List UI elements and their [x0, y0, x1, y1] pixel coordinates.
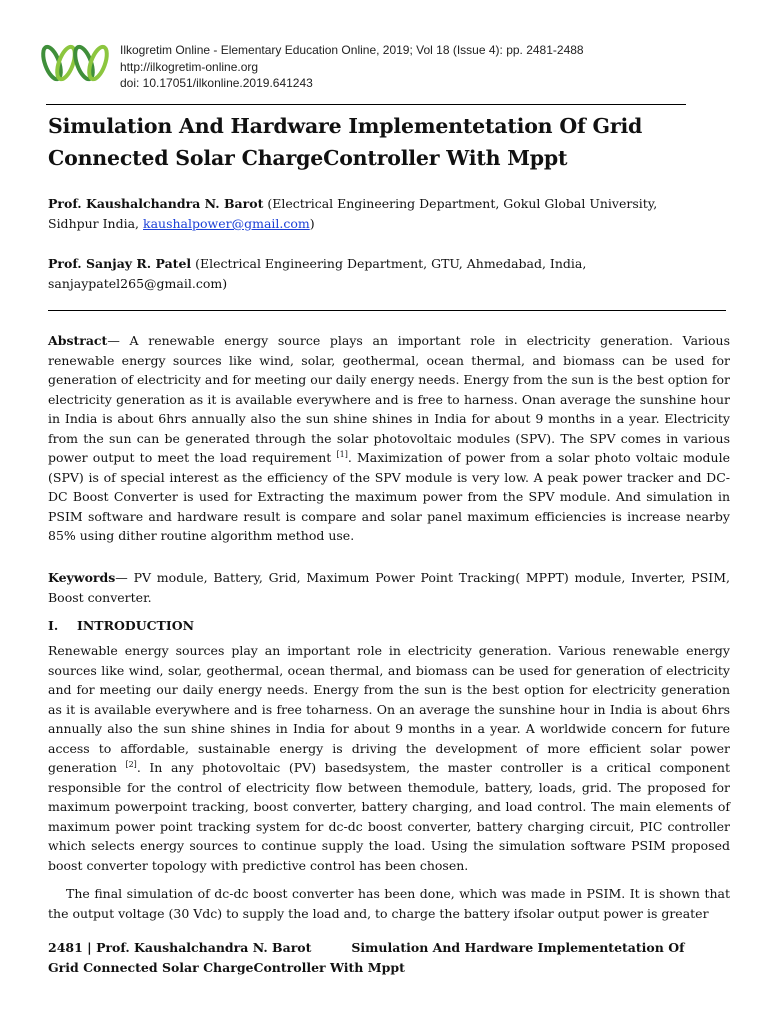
- author-email: sanjaypatel265@gmail.com): [48, 276, 228, 291]
- author-name: Prof. Sanjay R. Patel: [48, 256, 192, 271]
- section-number: I.: [48, 618, 59, 633]
- intro-paragraph-2: The final simulation of dc-dc boost converter has been done, which was made in PSIM. It is shown that the output voltage (30 Vdc) to supply the load and, to charge the battery ifsolar output power is greater: [48, 886, 730, 921]
- keywords-text: — PV module, Battery, Grid, Maximum Power Point Tracking( MPPT) module, Inverter, PSIM, Boost converter.: [48, 570, 730, 605]
- keywords-label: Keywords: [48, 570, 116, 585]
- author-email-link[interactable]: kaushalpower@gmail.com: [143, 216, 310, 231]
- abstract-paragraph: [48, 331, 730, 546]
- intro-paragraph-1: [48, 641, 730, 875]
- paper-title-line-1: Simulation And Hardware Implementetation Of Grid: [48, 114, 643, 138]
- footer-page-number: 2481: [48, 940, 83, 955]
- author-affiliation: (Electrical Engineering Department, Gokul Global University,: [263, 196, 658, 211]
- journal-doi: doi: 10.17051/ilkonline.2019.641243: [120, 76, 313, 90]
- section-heading: [48, 617, 194, 635]
- page-footer: [48, 938, 728, 978]
- keywords-paragraph: [48, 568, 730, 607]
- footer-author: Prof. Kaushalchandra N. Barot: [96, 940, 312, 955]
- intro-text-part-2: . In any photovoltaic (PV) basedsystem, the master controller is a critical component responsible for the control of electricity flow between themodule, battery, loads, grid. The proposed for maximum powerpoint tracking, boost converter, battery charging, and load control. The main elements of maximum power point tracking system for dc-dc boost converter, battery charging circuit, PIC controller which selects energy sources to continue supply the load. Using the simulation software PSIM proposed boost converter topology with predictive control has been chosen.: [48, 760, 730, 873]
- abstract-label: Abstract: [48, 333, 108, 348]
- author-name: Prof. Kaushalchandra N. Barot: [48, 196, 264, 211]
- journal-citation: Ilkogretim Online - Elementary Education Online, 2019; Vol 18 (Issue 4): pp. 2481-2488: [120, 43, 584, 57]
- footer-title-line-1: Simulation And Hardware Implementetation Of: [351, 940, 685, 955]
- journal-url[interactable]: http://ilkogretim-online.org: [120, 59, 259, 74]
- paper-title-line-2: Connected Solar ChargeController With Mppt: [48, 146, 568, 170]
- header-divider: [46, 104, 686, 105]
- citation-ref[interactable]: [2]: [125, 759, 137, 769]
- author-closing: ): [309, 216, 315, 231]
- author-block-2: [48, 254, 728, 294]
- author-location: Sidhpur India,: [48, 216, 144, 231]
- abstract-dash: —: [107, 333, 130, 348]
- footer-title-line-2: Grid Connected Solar ChargeController With Mppt: [48, 960, 405, 975]
- footer-separator: |: [82, 940, 97, 955]
- author-block-1: [48, 194, 728, 234]
- journal-logo-icon: [40, 38, 112, 88]
- abstract-text-part-2: . Maximization of power from a solar photo voltaic module (SPV) is of special interest as the efficiency of the SPV module is very low. A peak power tracker and DC-DC Boost Converter is used for Extracting the maximum power from the SPV module. And simulation in PSIM software and hardware result is compare and solar panel maximum efficiencies is increase nearby 85% using dither routine algorithm method use.: [48, 450, 730, 543]
- citation-ref[interactable]: [1]: [336, 449, 348, 459]
- journal-info: [120, 42, 584, 92]
- abstract-text-part-1: A renewable energy source plays an important role in electricity generation. Various renewable energy sources like wind, solar, geothermal, ocean thermal, and biomass can be used for generation of electricity and for meeting our daily energy needs. Energy from the sun is the best option for electricity generation as it is available everywhere and is free to harness. Onan average the sunshine hour in India is about 6hrs annually also the sun shine shines in India for about 9 months in a year. Electricity from the sun can be generated through the solar photovoltaic modules (SPV). The SPV comes in various power output to meet the load requirement: [48, 333, 730, 465]
- paper-title: [48, 110, 728, 174]
- authors-divider: [48, 310, 726, 311]
- section-title: INTRODUCTION: [77, 618, 195, 633]
- intro-text-part-1: Renewable energy sources play an important role in electricity generation. Various renewable energy sources like wind, solar, geothermal, ocean thermal, and biomass can be used for generation of electricity and for meeting our daily energy needs. Energy from the sun is the best option for electricity generation as it is available everywhere and is free toharness. On an average the sunshine hour in India is about 6hrs annually also the sun shine shines in India for about 9 months in a year. A worldwide concern for future access to affordable, sustainable energy is driving the development of more efficient solar power generation: [48, 643, 730, 775]
- author-affiliation: (Electrical Engineering Department, GTU, Ahmedabad, India,: [191, 256, 587, 271]
